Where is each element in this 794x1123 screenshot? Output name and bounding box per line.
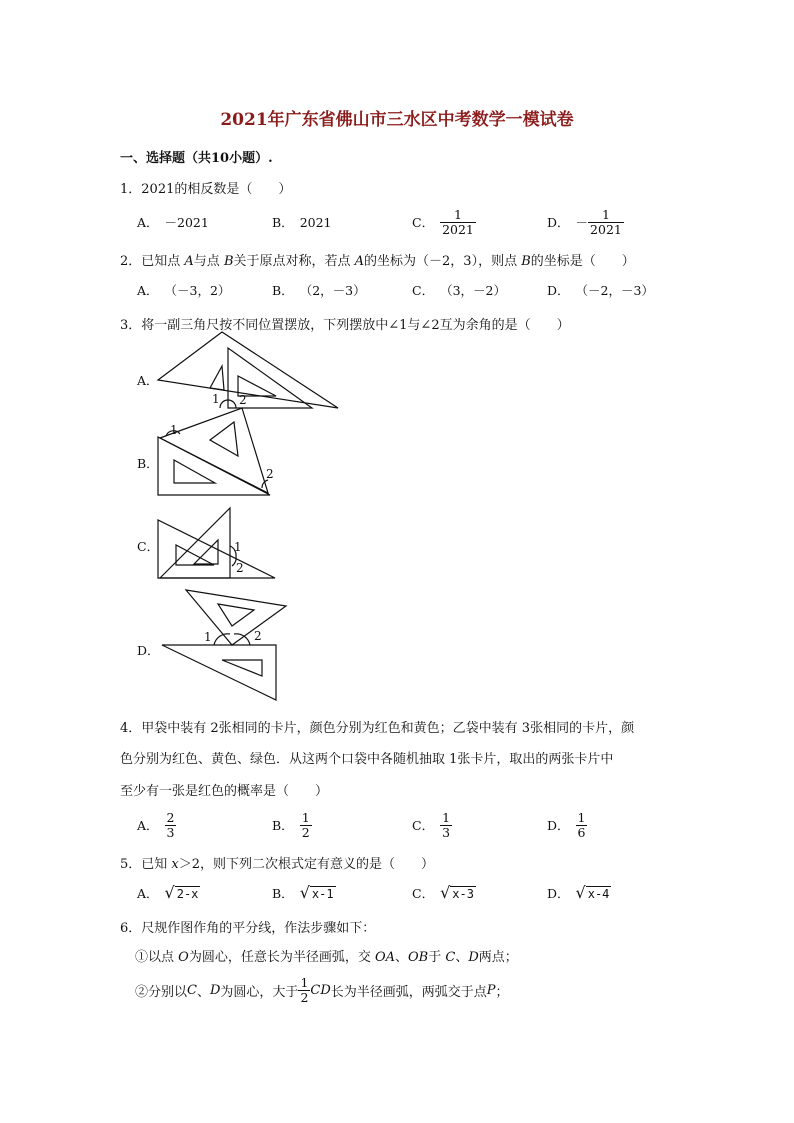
option-c[interactable]: C． $\frac{1}{2021}$ [412,206,474,237]
question-6-step-2: ②分别以 C 、 D 为圆心，大于 $\frac{1}{2}$ CD 长为半径画弧，两弧交于点 P ； [135,974,509,1005]
option-a[interactable]: A． $\frac{2}{3}$ [137,809,175,840]
fig-c-angle-2: 2 [236,561,244,575]
figure-d [162,590,286,700]
page-title: 2021年广东省佛山市三水区中考数学一模试卷 [220,110,574,130]
set-square-hole [218,604,254,626]
ruler-triangle-hole [176,545,214,565]
question-2-stem: 2．已知点 A与点 B关于原点对称，若点 A的坐标为（－2，3），则点 B的坐标是（ ） [120,254,635,269]
square-root: √ x-3 [440,883,474,902]
square-root: √ x-4 [575,883,610,902]
set-square [186,590,286,645]
fig-a-angle-2: 2 [239,393,247,407]
figure-a [158,332,338,408]
set-square-hole [210,422,238,456]
fraction: $\frac{2}{3}$ [166,809,175,840]
option-d[interactable]: D． （－2，－3） [547,283,654,298]
fraction: $\frac{1}{3}$ [442,809,451,840]
set-square [160,508,230,578]
option-b[interactable]: B． √ x-1 [272,883,334,902]
option-d[interactable]: D． √ x-4 [547,883,610,902]
question-6-stem: 6．尺规作图作角的平分线，作法步骤如下： [120,921,376,936]
question-4-line-3: 至少有一张是红色的概率是（ ） [120,784,329,799]
fig-b-angle-1: 1 [170,423,178,437]
option-c[interactable]: C． $\frac{1}{3}$ [412,809,451,840]
figure-d-label[interactable]: D． [137,643,160,658]
option-b[interactable]: B． （2，－3） [272,283,366,298]
question-4-line-1: 4．甲袋中装有 2张相同的卡片，颜色分别为红色和黄色；乙袋中装有 3张相同的卡片，颜 [120,721,635,736]
option-d[interactable]: D． $\frac{1}{6}$ [547,809,586,840]
question-5-options [137,876,697,910]
question-4-line-2: 色分别为红色、黄色、绿色．从这两个口袋中各随机抽取 1张卡片，取出的两张卡片中 [120,752,614,767]
question-1-stem: 1．2021的相反数是（ ） [120,182,292,197]
fig-a-angle-1: 1 [212,392,220,406]
angle-2-arc [234,634,250,645]
figure-c-label[interactable]: C． [137,539,160,554]
fraction: $\frac{1}{2}$ [300,974,309,1005]
ruler-triangle [162,645,276,700]
square-root: √ 2-x [164,883,199,902]
figure-b [158,408,270,495]
fraction: $\frac{1}{2021}$ [442,206,474,237]
option-b[interactable]: B． $\frac{1}{2}$ [272,809,310,840]
question-6-step-1: ①以点 O为圆心，任意长为半径画弧，交 OA、OB于 C、D两点； [135,950,518,965]
option-a[interactable]: A． √ 2-x [137,883,199,902]
fraction: $\frac{1}{2}$ [301,809,310,840]
set-square [160,408,268,493]
angle-1-arc [220,400,228,408]
question-4-options [137,808,697,842]
fig-d-angle-1: 1 [204,630,212,644]
section-heading: 一、选择题（共10小题）. [120,151,273,166]
ruler-triangle-hole [222,660,262,676]
question-3-stem: 3．将一副三角尺按不同位置摆放，下列摆放中∠1与∠2互为余角的是（ ） [120,318,570,333]
option-b[interactable]: B． 2021 [272,214,332,230]
option-c[interactable]: C． （3，－2） [412,283,506,298]
fraction: $\frac{1}{6}$ [577,809,586,840]
option-d[interactable]: D． － $\frac{1}{2021}$ [547,206,622,237]
fig-c-angle-1: 1 [234,540,242,554]
square-root: √ x-1 [299,883,334,902]
fig-b-angle-2: 2 [266,467,274,481]
question-5-stem: 5．已知 x＞2，则下列二次根式定有意义的是（ ） [120,857,435,872]
option-c[interactable]: C． √ x-3 [412,883,474,902]
figure-c [158,508,275,578]
large-triangle-hole [210,366,224,390]
angle-2-arc [228,400,236,408]
fig-d-angle-2: 2 [254,629,262,643]
figure-a-label[interactable]: A． [137,373,159,388]
figure-b-label[interactable]: B． [137,456,159,471]
fraction: $\frac{1}{2021}$ [590,206,622,237]
option-a[interactable]: A． （－3，2） [137,283,231,298]
option-a[interactable]: A． －2021 [137,215,209,230]
